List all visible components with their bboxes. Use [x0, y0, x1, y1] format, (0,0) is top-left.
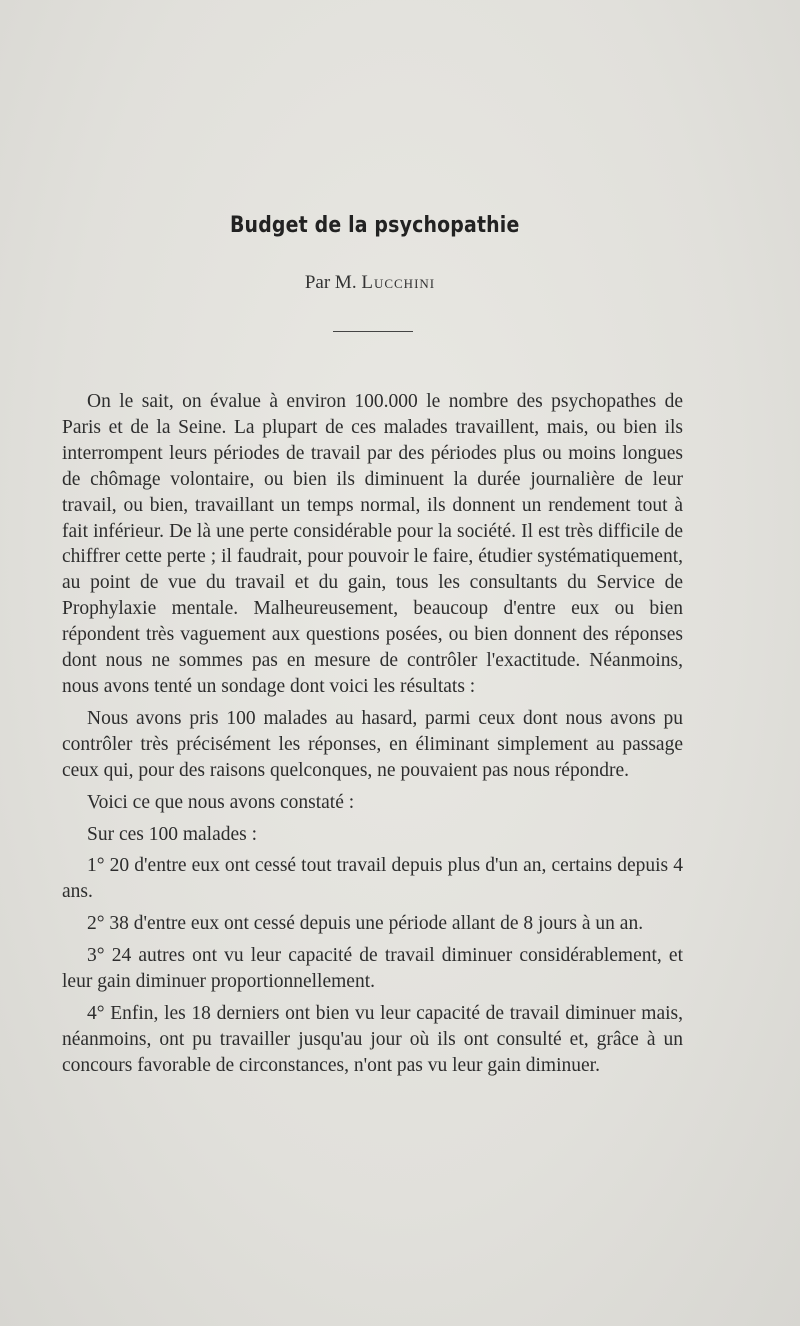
paragraph-method: Nous avons pris 100 malades au hasard, parmi ceux dont nous avons pu contrôler très précisément les réponses, en éliminant simplement au passage ceux qui, pour des raisons quelconques, ne pouvaient pas nous répondre. — [62, 707, 683, 781]
list-item-3: 3° 24 autres ont vu leur capacité de travail diminuer considérablement, et leur gain diminuer proportionnellement. — [62, 945, 683, 993]
title-divider — [333, 331, 413, 332]
article-title: Budget de la psychopathie — [229, 213, 520, 238]
list-item-1: 1° 20 d'entre eux ont cessé tout travail depuis plus d'un an, certains depuis 4 ans. — [62, 855, 683, 903]
paragraph-findings-intro: Voici ce que nous avons constaté : — [87, 791, 355, 813]
article-body — [62, 389, 683, 1079]
byline-prefix: Par M. — [304, 272, 357, 293]
list-item-4: 4° Enfin, les 18 derniers ont bien vu leur capacité de travail diminuer mais, néanmoins, ont pu travailler jusqu'au jour où ils ont consulté et, grâce à un concours favorable de circonstances, n'ont pas vu leur gain diminuer. — [62, 1002, 683, 1076]
paragraph-intro: On le sait, on évalue à environ 100.000 le nombre des psychopathes de Paris et de la Seine. La plupart de ces malades travaillent, mais, ou bien ils interrompent leurs périodes de travail par des périodes plus ou moins longues de chômage volontaire, ou bien ils diminuent la durée journalière de leur travail, ou bien, travaillant un temps normal, ils donnent un rendement tout à fait inférieur. De là une perte considérable pour la société. Il est très difficile de chiffrer cette perte ; il faudrait, pour pouvoir le faire, étudier systématiquement, au point de vue du travail et du gain, tous les consultants du Service de Prophylaxie mentale. Malheureusement, beaucoup d'entre eux ou bien répondent très vaguement aux questions posées, ou bien donnent des réponses dont nous ne sommes pas en mesure de contrôler l'exactitude. Néanmoins, nous avons tenté un sondage dont voici les résultats : — [62, 391, 683, 697]
byline — [0, 272, 740, 294]
author-name: Lucchini — [361, 272, 436, 293]
paragraph-sample: Sur ces 100 malades : — [87, 823, 258, 845]
list-item-2: 2° 38 d'entre eux ont cessé depuis une période allant de 8 jours à un an. — [87, 913, 644, 935]
